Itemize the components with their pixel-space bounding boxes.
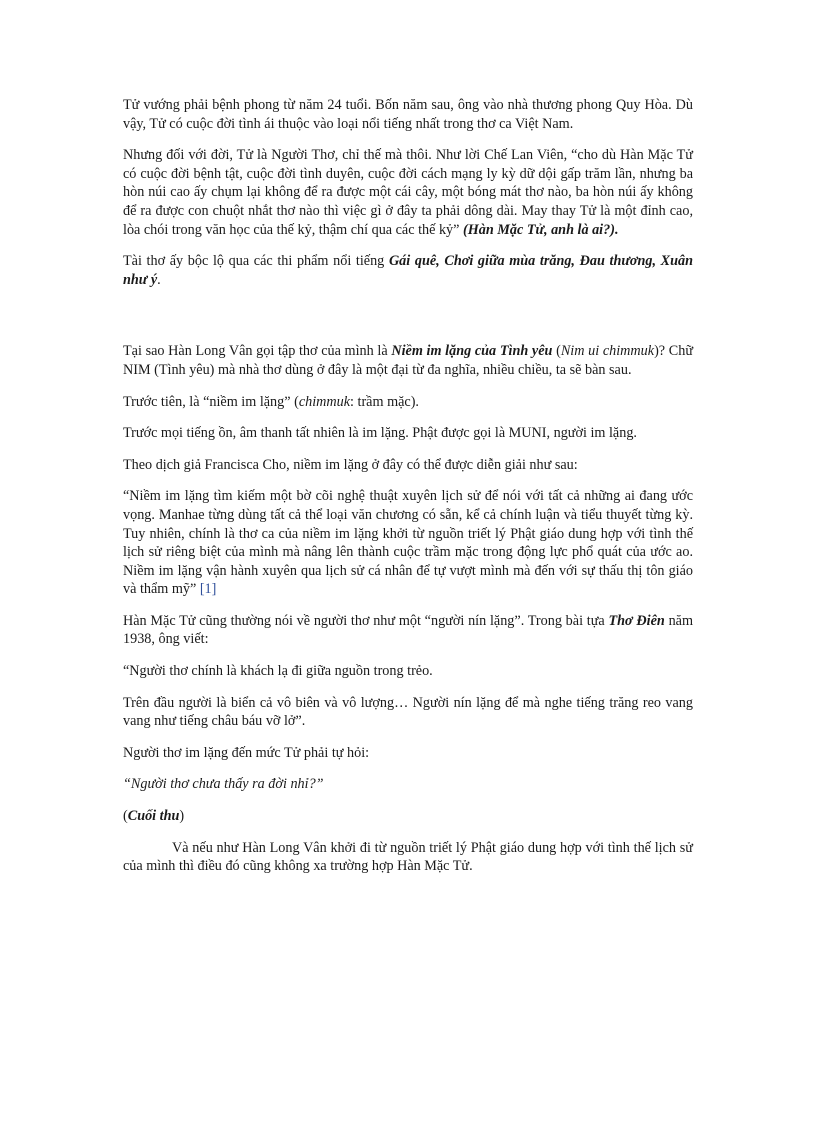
tho-dien-title: Thơ Điên	[608, 612, 665, 629]
paragraph-tho-dien: Hàn Mặc Tử cũng thường nói về người thơ như một “người nín lặng”. Trong bài tựa Thơ Điên năm 1938, ông viết:	[123, 612, 693, 648]
works-list: Gái quê, Chơi giữa mùa trăng, Đau thương, Xuân như ý	[123, 253, 693, 288]
footnote-link[interactable]: [1]	[199, 581, 217, 598]
paragraph-muni: Trước mọi tiếng ồn, âm thanh tất nhiên là im lặng. Phật được gọi là MUNI, người im lặng.	[123, 425, 637, 442]
paragraph-question: “Người thơ chưa thấy ra đời nhỉ?”	[123, 776, 324, 793]
paragraph-conclusion: Và nếu như Hàn Long Vân khởi đi từ nguồn triết lý Phật giáo dung hợp với tình thế lịch sử của mình thì điều đó cũng không xa trường hợp Hàn Mặc Tử.	[123, 839, 693, 875]
paragraph-silence: Người thơ im lặng đến mức Tử phải tự hỏi:	[123, 744, 370, 761]
document-body	[123, 96, 693, 876]
paragraph-han-long-van: Tại sao Hàn Long Vân gọi tập thơ của mình là Niềm im lặng của Tình yêu (Nim ui chimmuk)? Chữ NIM (Tình yêu) mà nhà thơ dùng ở đây là một đại từ đa nghĩa, nhiều chiều, ta sẽ bàn sau.	[123, 343, 694, 378]
paragraph-famous-works: Tài thơ ấy bộc lộ qua các thi phẩm nổi tiếng Gái quê, Chơi giữa mùa trăng, Đau thương, Xuân như ý.	[123, 253, 693, 288]
paragraph-cho-quote: “Niềm im lặng tìm kiếm một bờ cõi nghệ thuật xuyên lịch sử để nói với tất cả những ai đang ước vọng. Manhae từng dùng tất cả thể loại văn chương có sẵn, kể cả chính luận và tiểu thuyết từng kỳ. Tuy nhiên, chính là thơ ca của niềm im lặng khởi từ nguồn triết lý Phật giáo dung hợp với tình thế lịch sử riêng biệt của mình mà nâng lên thành cuộc trầm mặc trong động lực phổ quát của ước ao. Niềm im lặng vận hành xuyên qua lịch sử cá nhân để tự vượt mình mà đến với sự thấu thị tôn giáo và thẩm mỹ” [1]	[123, 488, 693, 598]
paragraph-che-lan-vien-quote: Nhưng đối với đời, Tử là Người Thơ, chỉ thế mà thôi. Như lời Chế Lan Viên, “cho dù Hàn Mặc Tử có cuộc đời bệnh tật, cuộc đời tình duyên, cuộc đời cách mạng ly kỳ dữ dội gấp trăm lần, nhưng ba hòn núi cao ấy chụm lại không để ra được một cái cây, một bóng mát thơ nào, ba hòn núi ấy không để ra được con chuột nhắt thơ nào thì việc gì ở đây ta phải dông dài. May thay Tử là một đỉnh cao, lòa chói trong văn học của thế kỷ, thậm chí qua các thế kỷ” (Hàn Mặc Tử, anh là ai?).	[123, 147, 693, 238]
korean-title: Nim ui chimmuk	[560, 343, 655, 360]
book-title: Niềm im lặng của Tình yêu	[391, 343, 553, 360]
paragraph-first: Trước tiên, là “niềm im lặng” (chimmuk: trầm mặc).	[123, 393, 419, 410]
paragraph-translator: Theo dịch giả Francisca Cho, niềm im lặng ở đây có thể được diễn giải như sau:	[123, 456, 578, 473]
paragraph-quote-line-2: Trên đầu người là biển cả vô biên và vô lượng… Người nín lặng để mà nghe tiếng trăng reo vang vang như tiếng châu báu vỡ lở”.	[123, 694, 693, 730]
paragraph-quote-line-1: “Người thơ chính là khách lạ đi giữa nguồn trong trẻo.	[123, 663, 433, 680]
paragraph-cuoi-thu: (Cuối thu)	[123, 808, 185, 825]
source-title: (Hàn Mặc Tử, anh là ai?).	[462, 221, 619, 238]
paragraph-leprosy: Tử vướng phải bệnh phong từ năm 24 tuổi. Bốn năm sau, ông vào nhà thương phong Quy Hòa. Dù vậy, Tử có cuộc đời tình ái thuộc vào loại nổi tiếng nhất trong thơ ca Việt Nam.	[123, 97, 693, 132]
